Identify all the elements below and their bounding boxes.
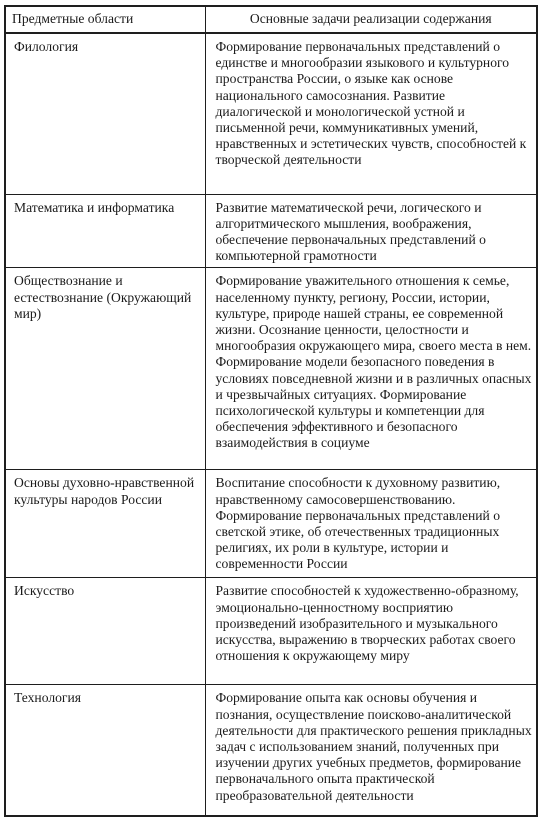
table-header-row [5, 6, 537, 33]
tasks-cell: Формирование опыта как основы обучения и познания, осуществление поисково-аналитической деятельности для практического решения прикладных задач с использованием знаний, полученных при изучении других учебных предметов, формирование первоначального опыта практической преобразовательной деятельности [205, 685, 537, 816]
table-row [5, 470, 537, 578]
tasks-cell: Развитие математической речи, логического и алгоритмического мышления, воображения, обеспечение первоначальных представлений о компьютерной грамотности [205, 194, 537, 268]
tasks-cell: Воспитание способности к духовному развитию, нравственному самосовершенствованию. Формирование первоначальных представлений о светской этике, об отечественных традиционных религиях, их роли в культуре, истории и современности России [205, 470, 537, 578]
table-row [5, 578, 537, 685]
table-row [5, 685, 537, 816]
subject-cell: Технология [5, 685, 205, 816]
subject-cell: Филология [5, 33, 205, 194]
subject-areas-table [4, 5, 538, 817]
table-row [5, 33, 537, 194]
subject-cell: Обществознание и естествознание (Окружающий мир) [5, 268, 205, 470]
subject-cell: Математика и информатика [5, 194, 205, 268]
tasks-cell: Развитие способностей к художественно-образному, эмоционально-ценностному восприятию произведений изобразительного и музыкального искусства, выражению в творческих работах своего отношения к окружающему миру [205, 578, 537, 685]
subject-cell: Искусство [5, 578, 205, 685]
tasks-cell: Формирование первоначальных представлений о единстве и многообразии языкового и культурного пространства России, о языке как основе национального самосознания. Развитие диалогической и монологической устной и письменной речи, коммуникативных умений, нравственных и эстетических чувств, способностей к творческой деятельности [205, 33, 537, 194]
header-main-tasks: Основные задачи реализации содержания [205, 6, 537, 33]
header-subject-areas: Предметные области [5, 6, 205, 33]
subject-cell: Основы духовно-нравственной культуры народов России [5, 470, 205, 578]
table-row [5, 194, 537, 268]
tasks-cell: Формирование уважительного отношения к семье, населенному пункту, региону, России, истории, культуре, природе нашей страны, ее современной жизни. Осознание ценности, целостности и многообразия окружающего мира, своего места в нем. Формирование модели безопасного поведения в условиях повседневной жизни и в различных опасных и чрезвычайных ситуациях. Формирование психологической культуры и компетенции для обеспечения эффективного и безопасного взаимодействия в социуме [205, 268, 537, 470]
table-row [5, 268, 537, 470]
